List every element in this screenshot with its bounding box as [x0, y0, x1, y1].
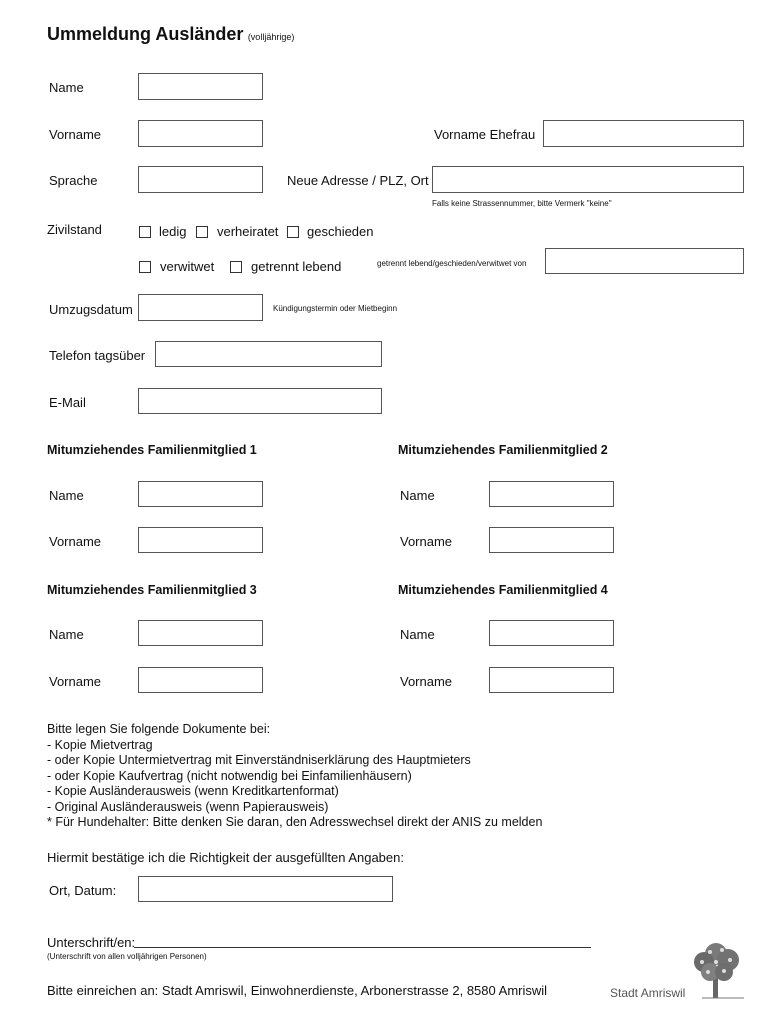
dog-owner-note: * Für Hundehalter: Bitte denken Sie daran, den Adresswechsel direkt der ANIS zu melden [47, 815, 543, 829]
neue-adresse-input[interactable] [432, 166, 744, 193]
ort-datum-input[interactable] [138, 876, 393, 902]
email-input[interactable] [138, 388, 382, 414]
verwitwet-checkbox[interactable] [139, 261, 151, 273]
confirmation-text: Hiermit bestätige ich die Richtigkeit der ausgefüllten Angaben: [47, 850, 404, 865]
m1-vorname-label: Vorname [49, 534, 102, 549]
ledig-checkbox[interactable] [139, 226, 151, 238]
m4-vorname-input[interactable] [489, 667, 614, 693]
umzugsdatum-input[interactable] [138, 294, 263, 321]
neue-adresse-label: Neue Adresse / PLZ, Ort [287, 173, 429, 188]
vorname-ehefrau-label: Vorname Ehefrau [434, 127, 536, 142]
m2-name-label: Name [400, 488, 435, 503]
getrennt-von-input[interactable] [545, 248, 744, 274]
m1-name-label: Name [49, 488, 84, 503]
submit-address: Bitte einreichen an: Stadt Amriswil, Einwohnerdienste, Arbonerstrasse 2, 8580 Amriswil [47, 983, 548, 998]
documents-list [47, 722, 542, 831]
signature-note: (Unterschrift von allen volljährigen Personen) [47, 952, 207, 961]
m3-vorname-input[interactable] [138, 667, 263, 693]
document-item: - Kopie Mietvertrag [47, 737, 153, 752]
m4-vorname-label: Vorname [400, 674, 453, 689]
m3-vorname-label: Vorname [49, 674, 102, 689]
documents-intro: Bitte legen Sie folgende Dokumente bei: [47, 722, 271, 736]
m3-name-input[interactable] [138, 620, 263, 646]
verheiratet-checkbox[interactable] [196, 226, 208, 238]
geschieden-checkbox[interactable] [287, 226, 299, 238]
document-item: - oder Kopie Kaufvertrag (nicht notwendig bei Einfamilienhäusern) [47, 768, 412, 783]
family-member-1-heading: Mitumziehendes Familienmitglied 1 [47, 443, 257, 457]
signature-label: Unterschrift/en: [47, 935, 136, 950]
umzugsdatum-label: Umzugsdatum [49, 302, 133, 317]
getrennt-von-label: getrennt lebend/geschieden/verwitwet von [377, 259, 527, 268]
family-member-4-heading: Mitumziehendes Familienmitglied 4 [398, 583, 608, 597]
m4-name-input[interactable] [489, 620, 614, 646]
vorname-label: Vorname [49, 127, 102, 142]
tree-logo-icon [688, 938, 750, 1000]
document-item: - Original Ausländerausweis (wenn Papierausweis) [47, 799, 329, 814]
getrennt-lebend-label: getrennt lebend [251, 259, 342, 274]
verheiratet-label: verheiratet [217, 224, 279, 239]
signature-line[interactable] [134, 947, 591, 948]
telefon-label: Telefon tagsüber [49, 348, 146, 363]
ledig-label: ledig [159, 224, 187, 239]
vorname-input[interactable] [138, 120, 263, 147]
sprache-label: Sprache [49, 173, 98, 188]
vorname-ehefrau-input[interactable] [543, 120, 744, 147]
geschieden-label: geschieden [307, 224, 374, 239]
m4-name-label: Name [400, 627, 435, 642]
family-member-3-heading: Mitumziehendes Familienmitglied 3 [47, 583, 257, 597]
m1-vorname-input[interactable] [138, 527, 263, 553]
document-item: - oder Kopie Untermietvertrag mit Einverständniserklärung des Hauptmieters [47, 753, 471, 767]
getrennt-lebend-checkbox[interactable] [230, 261, 242, 273]
verwitwet-label: verwitwet [160, 259, 215, 274]
ort-datum-label: Ort, Datum: [49, 883, 117, 898]
m2-vorname-input[interactable] [489, 527, 614, 553]
adresse-hint: Falls keine Strassennummer, bitte Vermerk "keine" [432, 199, 612, 208]
logo-text: Stadt Amriswil [610, 986, 686, 1000]
title-note: (volljährige) [247, 32, 295, 42]
m2-name-input[interactable] [489, 481, 614, 507]
name-label: Name [49, 80, 84, 95]
page-title [47, 24, 294, 45]
sprache-input[interactable] [138, 166, 263, 193]
name-input[interactable] [138, 73, 263, 100]
m2-vorname-label: Vorname [400, 534, 453, 549]
m3-name-label: Name [49, 627, 84, 642]
umzugsdatum-hint: Kündigungstermin oder Mietbeginn [273, 304, 398, 313]
m1-name-input[interactable] [138, 481, 263, 507]
zivilstand-label: Zivilstand [47, 222, 102, 237]
family-member-2-heading: Mitumziehendes Familienmitglied 2 [398, 443, 608, 457]
document-item: - Kopie Ausländerausweis (wenn Kreditkartenformat) [47, 784, 339, 798]
email-label: E-Mail [49, 395, 86, 410]
telefon-input[interactable] [155, 341, 382, 367]
title-text: Ummeldung Ausländer [47, 24, 244, 44]
